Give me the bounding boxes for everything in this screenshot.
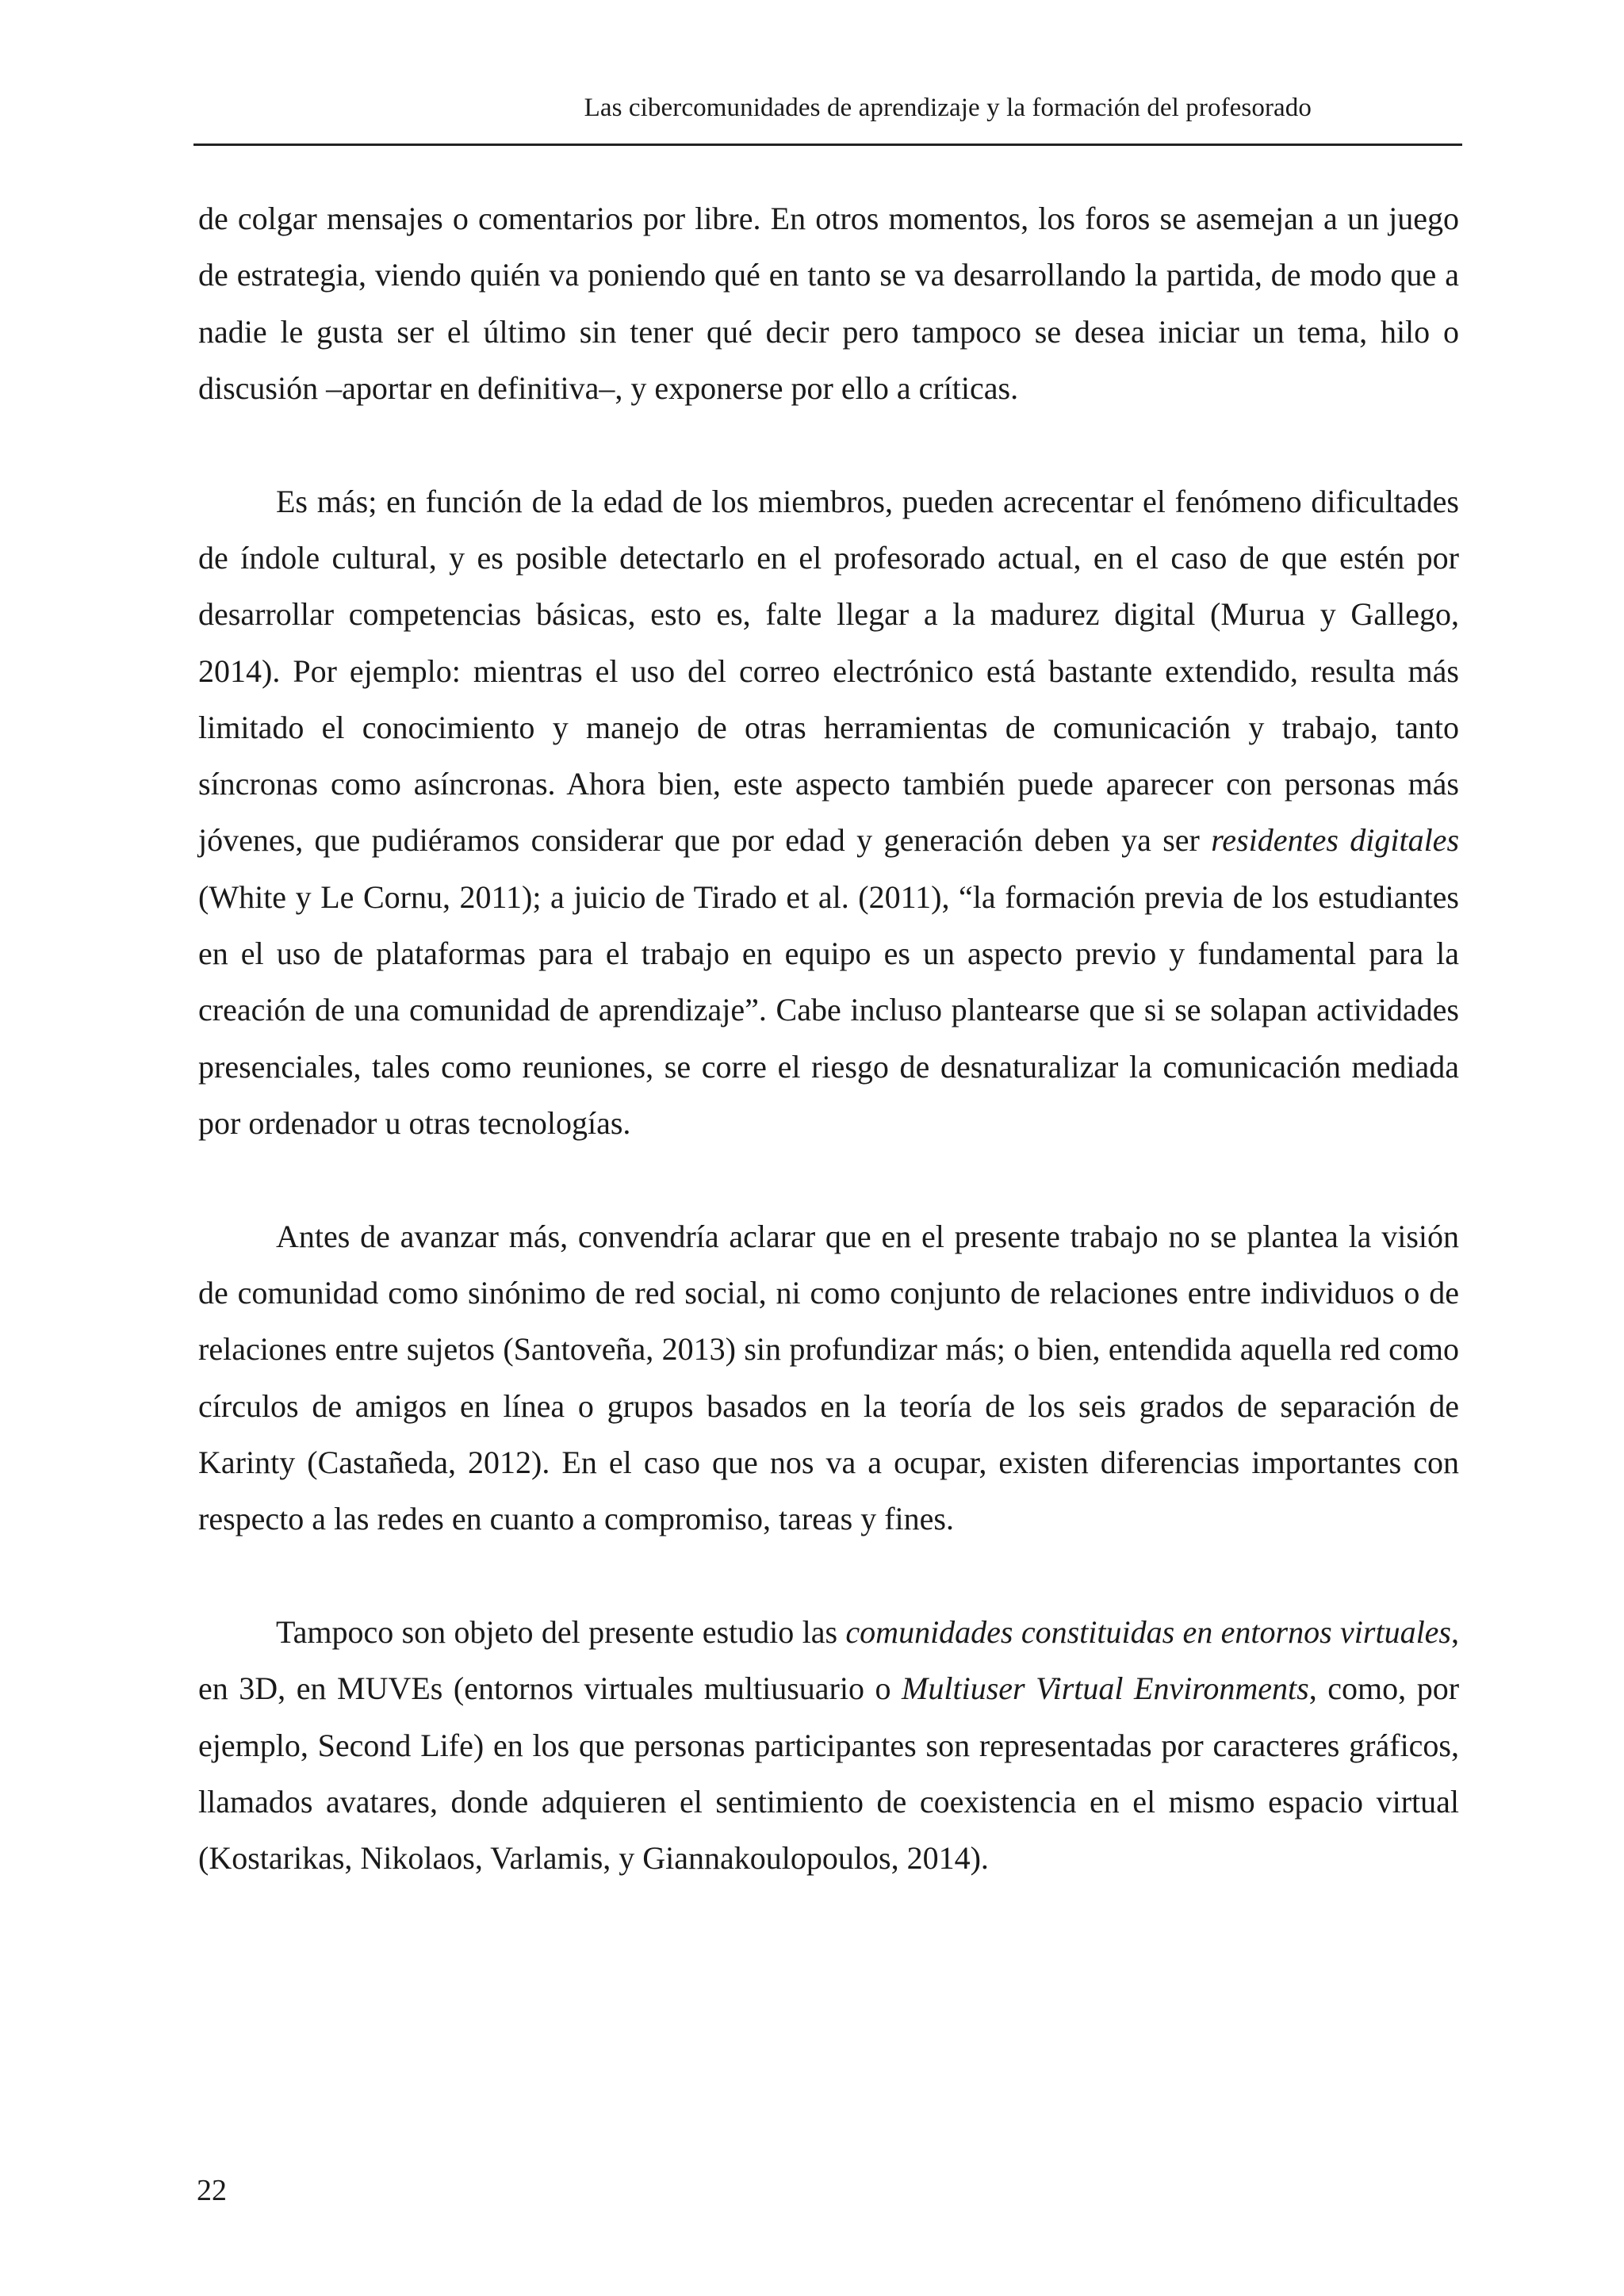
page-header (193, 94, 1462, 146)
body-text (198, 190, 1459, 1887)
paragraph-1-text: de colgar mensajes o comentarios por libre. En otros momentos, los foros se asemejan a un juego de estrategia, viendo quién va poniendo qué en tanto se va desarrollando la partida, de modo que a nadie le gusta ser el último sin tener qué decir pero tampoco se desea iniciar un tema, hilo o discusión –aportar en definitiva–, y exponerse por ello a críticas. (198, 201, 1459, 406)
paragraph-4-text-3: , como, por ejemplo, Second Life) en los que personas participantes son representadas por caracteres gráficos, llamados avatares, donde adquieren el sentimiento de coexistencia en el mismo espacio virtual (Kostarikas, Nikolaos, Varlamis, y Giannakoulopoulos, 2014). (198, 1670, 1460, 1877)
paragraph-2-text-2: (White y Le Cornu, 2011); a juicio de Tirado et al. (2011), “la formación previa de los estudiantes en el uso de plataformas para el trabajo en equipo es un aspecto previo y fundamental para la creación de una comunidad de aprendizaje”. Cabe incluso plantearse que si se solapan actividades presenciales, tales como reuniones, se corre el riesgo de desnaturalizar la comunicación mediada por ordenador u otras tecnologías. (198, 878, 1459, 1141)
paragraph-4 (198, 1604, 1459, 1886)
paragraph-4-text-1: Tampoco son objeto del presente estudio las (276, 1614, 846, 1651)
running-title: Las cibercomunidades de aprendizaje y la formación del profesorado (584, 94, 1312, 122)
paragraph-2-italic-term: residentes digitales (1211, 822, 1460, 859)
paragraph-1 (198, 190, 1459, 416)
page-number: 22 (197, 2174, 227, 2207)
paragraph-2 (198, 473, 1459, 1152)
paragraph-4-text-2: , en 3D, en MUVEs (entornos virtuales multiusuario o (198, 1614, 1459, 1707)
paragraph-4-italic-term-1: comunidades constituidas en entornos virtuales (845, 1614, 1451, 1651)
paragraph-3-text: Antes de avanzar más, convendría aclarar que en el presente trabajo no se plantea la visión de comunidad como sinónimo de red social, ni como conjunto de relaciones entre individuos o de relaciones entre sujetos (Santoveña, 2013) sin profundizar más; o bien, entendida aquella red como círculos de amigos en línea o grupos basados en la teoría de los seis grados de separación de Karinty (Castañeda, 2012). En el caso que nos va a ocupar, existen diferencias importantes con respecto a las redes en cuanto a compromiso, tareas y fines. (198, 1218, 1459, 1537)
paragraph-3 (198, 1208, 1459, 1548)
paragraph-4-italic-term-2: Multiuser Virtual Environments (902, 1670, 1309, 1707)
paragraph-2-text-1: Es más; en función de la edad de los miembros, pueden acrecentar el fenómeno dificultades de índole cultural, y es posible detectarlo en el profesorado actual, en el caso de que estén por desarrollar competencias básicas, esto es, falte llegar a la madurez digital (Murua y Gallego, 2014). Por ejemplo: mientras el uso del correo electrónico está bastante extendido, resulta más limitado el conocimiento y manejo de otras herramientas de comunicación y trabajo, tanto síncronas como asíncronas. Ahora bien, este aspecto también puede aparecer con personas más jóvenes, que pudiéramos considerar que por edad y generación deben ya ser (198, 483, 1459, 859)
